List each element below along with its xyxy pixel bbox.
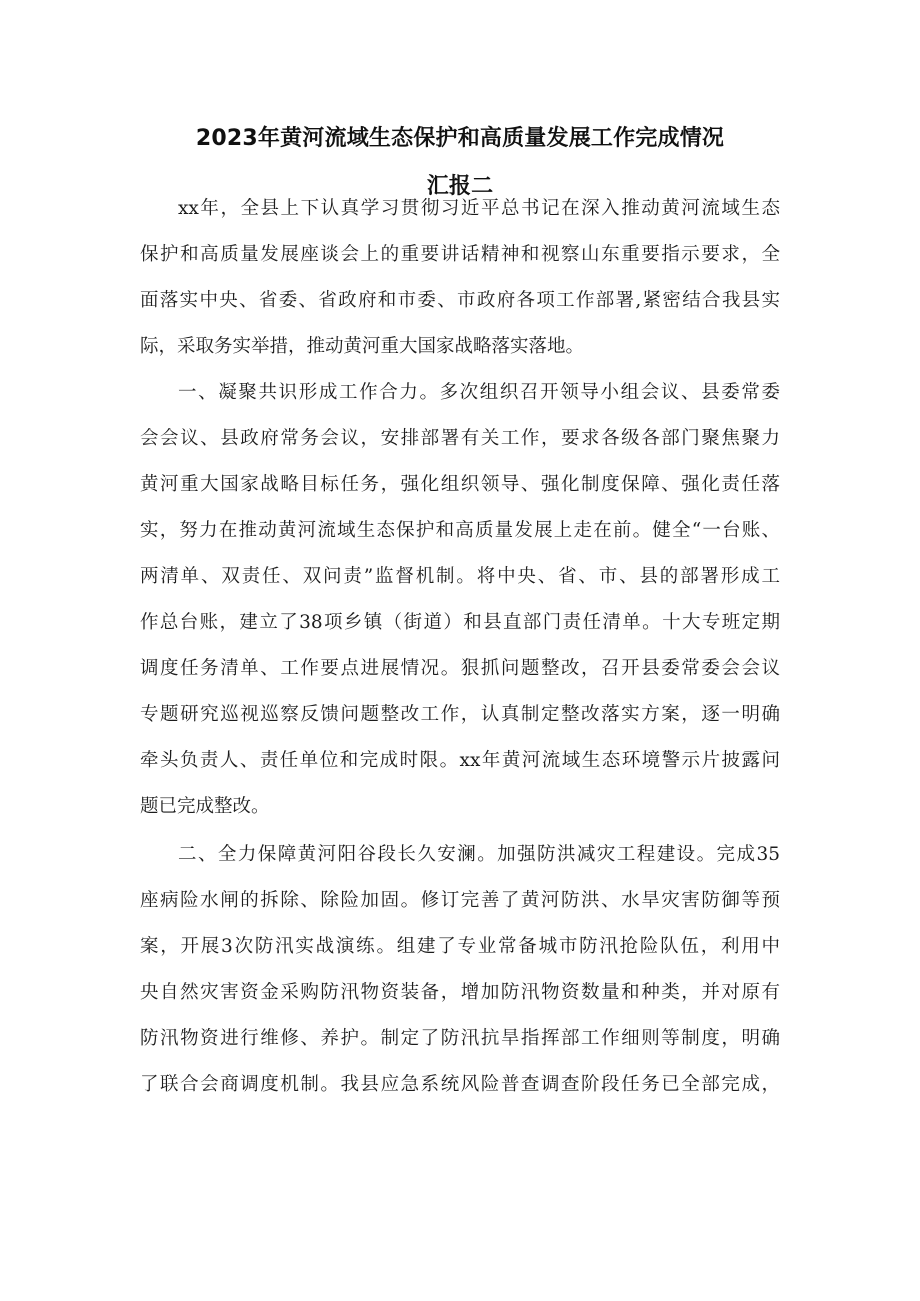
paragraph-2-line-2: 会会议、县政府常务会议，安排部署有关工作，要求各级各部门聚焦聚力 (140, 428, 780, 449)
paragraph-2-line-7: 调度任务清单、工作要点进展情况。狠抓问题整改，召开县委常委会会议 (140, 658, 780, 679)
paragraph-2-line-6: 作总台账，建立了38项乡镇（街道）和县直部门责任清单。十大专班定期 (140, 612, 780, 633)
paragraph-2-line-8: 专题研究巡视巡察反馈问题整改工作，认真制定整改落实方案，逐一明确 (140, 704, 780, 725)
paragraph-2-line-9: 牵头负责人、责任单位和完成时限。xx年黄河流域生态环境警示片披露问 (140, 750, 780, 771)
paragraph-1-line-1: xx年，全县上下认真学习贯彻习近平总书记在深入推动黄河流域生态 (178, 198, 780, 219)
paragraph-1-line-3: 面落实中央、省委、省政府和市委、市政府各项工作部署,紧密结合我县实 (140, 290, 780, 311)
paragraph-2-line-3: 黄河重大国家战略目标任务，强化组织领导、强化制度保障、强化责任落 (140, 474, 780, 495)
paragraph-2-line-4: 实，努力在推动黄河流域生态保护和高质量发展上走在前。健全“一台账、 (140, 520, 780, 541)
paragraph-3-line-5: 防汛物资进行维修、养护。制定了防汛抗旱指挥部工作细则等制度，明确 (140, 1028, 780, 1049)
paragraph-1-line-2: 保护和高质量发展座谈会上的重要讲话精神和视察山东重要指示要求，全 (140, 244, 780, 265)
paragraph-2-line-1: 一、凝聚共识形成工作合力。多次组织召开领导小组会议、县委常委 (178, 382, 780, 403)
paragraph-3-line-6: 了联合会商调度机制。我县应急系统风险普查调查阶段任务已全部完成， (140, 1074, 780, 1095)
paragraph-2-line-5: 两清单、双责任、双问责”监督机制。将中央、省、市、县的部署形成工 (140, 566, 780, 587)
document-title-line-1: 2023年黄河流域生态保护和高质量发展工作完成情况 (195, 126, 725, 151)
paragraph-1-line-4: 际，采取务实举措，推动黄河重大国家战略落实落地。 (140, 336, 585, 357)
paragraph-3-line-2: 座病险水闸的拆除、除险加固。修订完善了黄河防洪、水旱灾害防御等预 (140, 890, 780, 911)
document-title-line-2: 汇报二 (426, 174, 494, 199)
paragraph-3-line-3: 案，开展3次防汛实战演练。组建了专业常备城市防汛抢险队伍，利用中 (140, 936, 780, 957)
paragraph-3-line-1: 二、全力保障黄河阳谷段长久安澜。加强防洪减灾工程建设。完成35 (178, 844, 780, 865)
paragraph-2-line-10: 题已完成整改。 (140, 796, 270, 817)
paragraph-3-line-4: 央自然灾害资金采购防汛物资装备，增加防汛物资数量和种类，并对原有 (140, 982, 780, 1003)
